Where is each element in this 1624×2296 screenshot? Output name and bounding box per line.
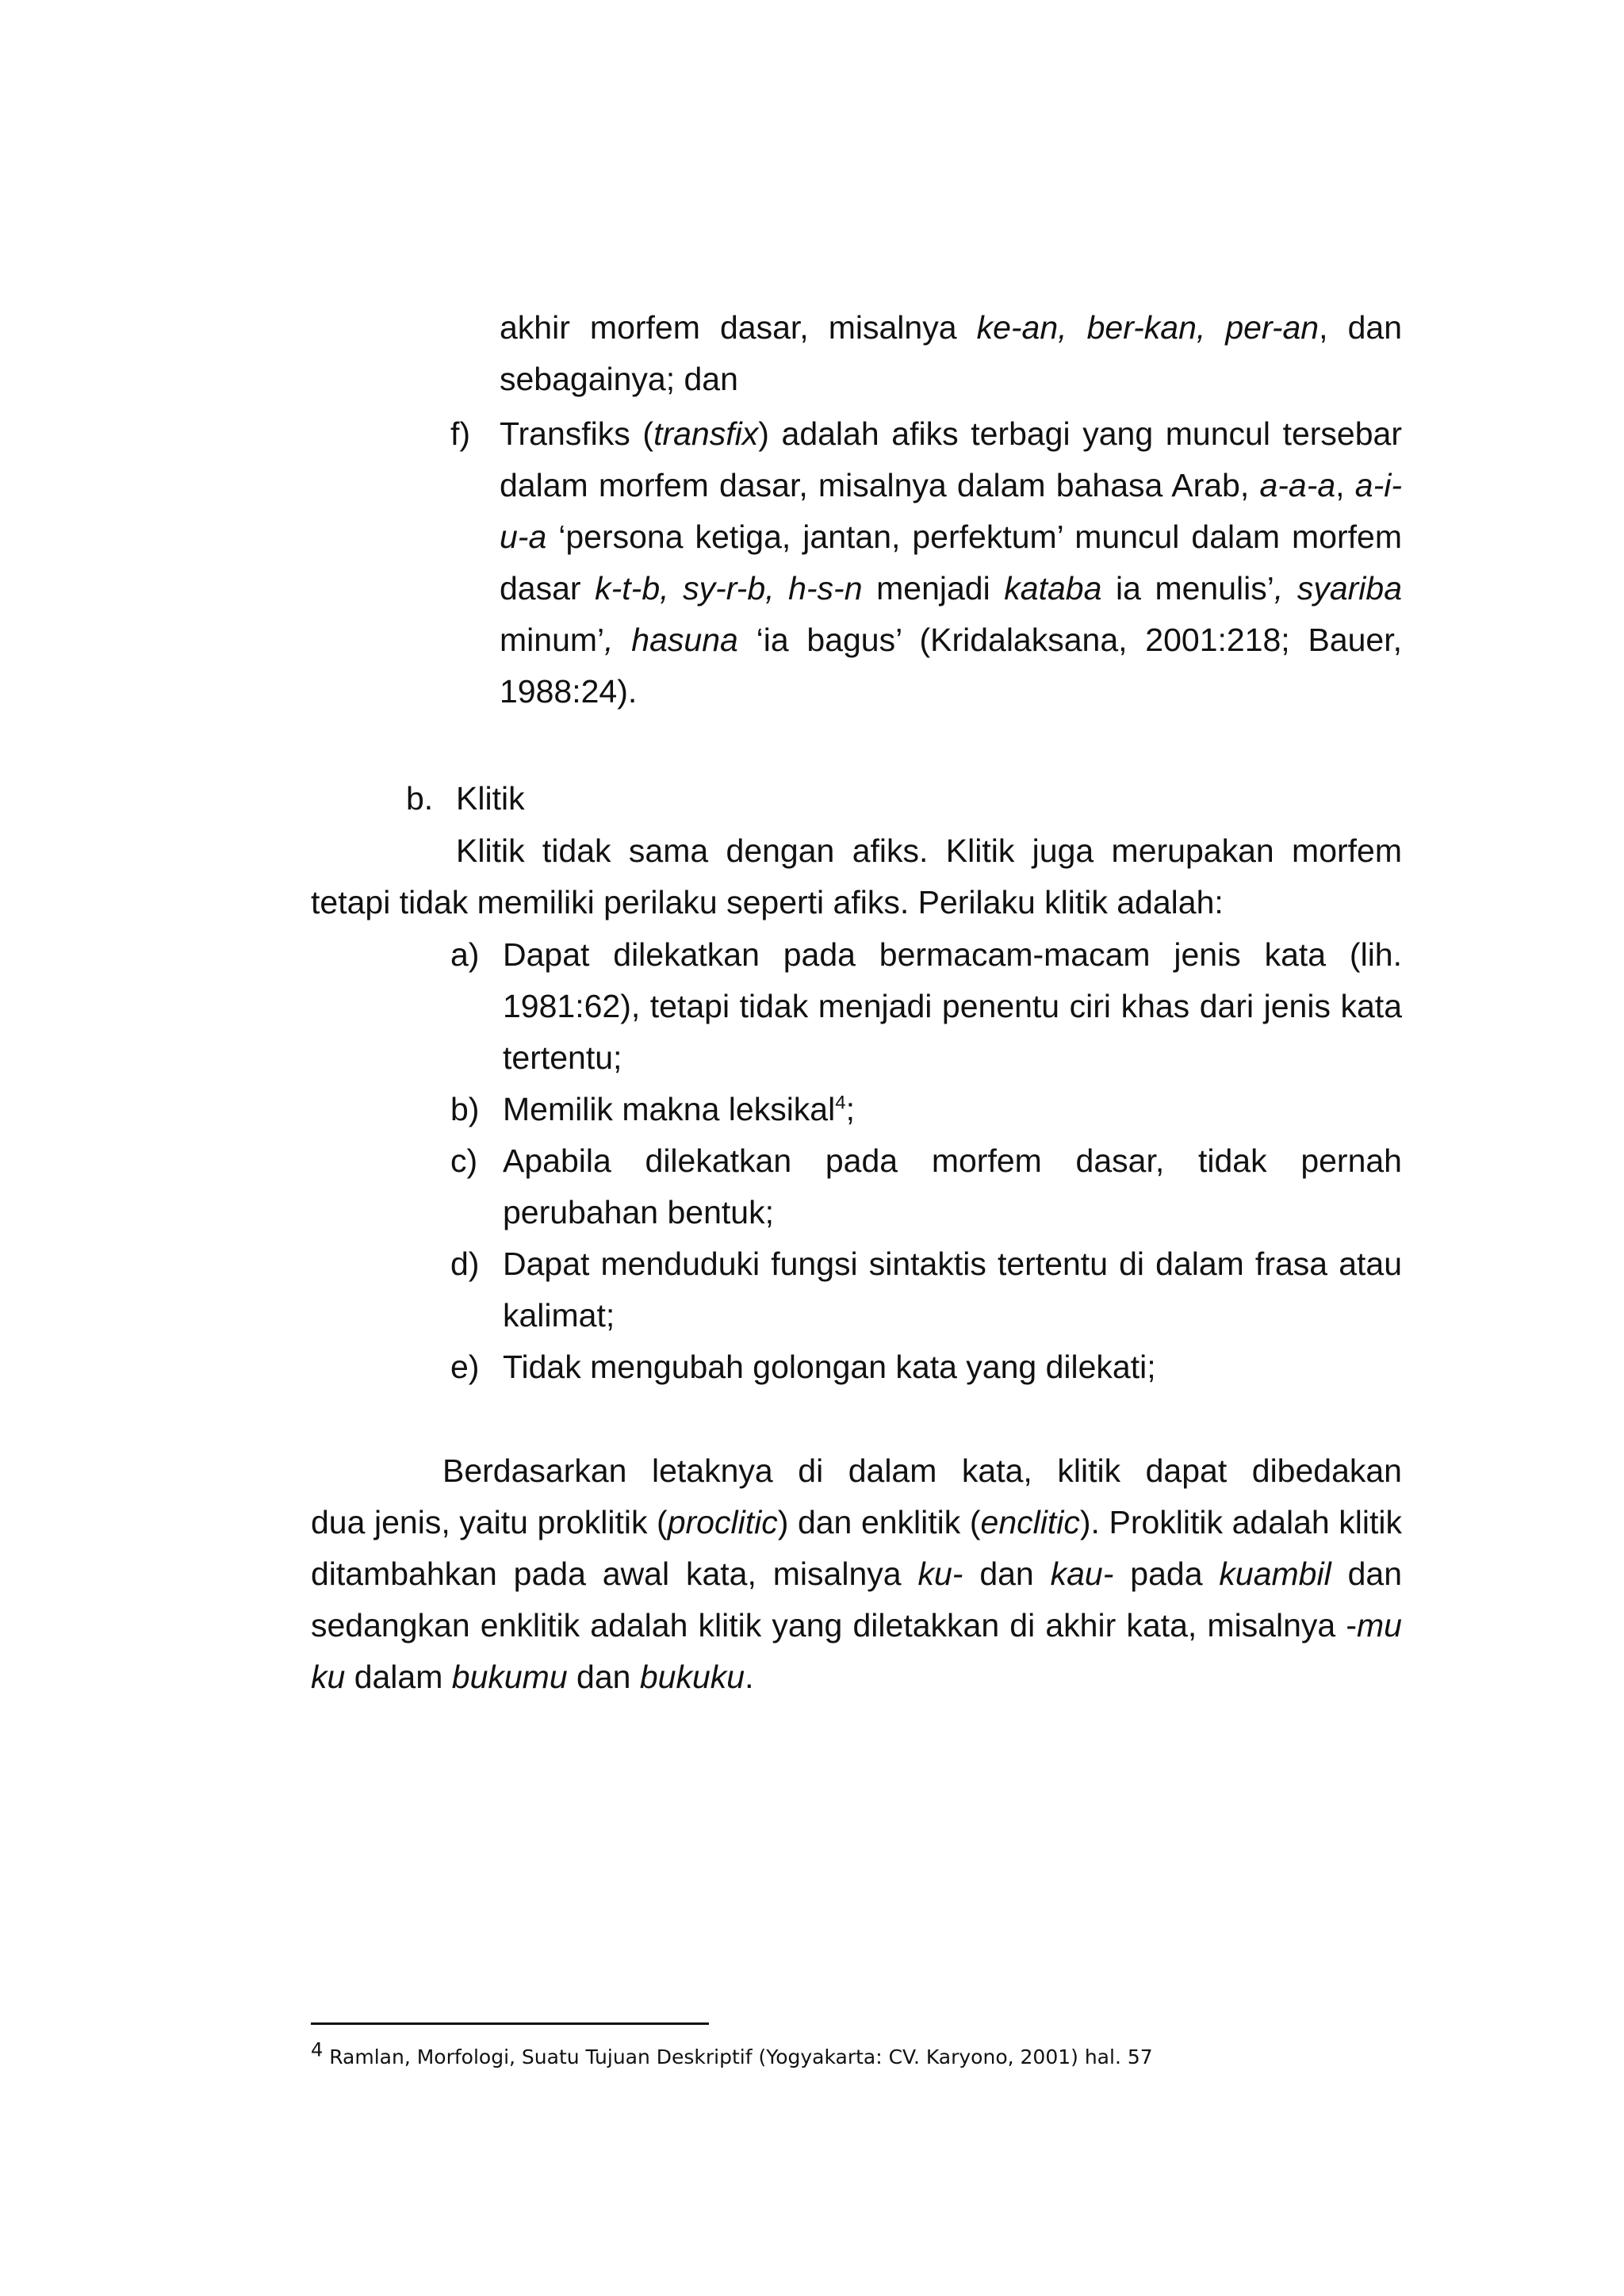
text-segment: ia menulis’ xyxy=(1101,570,1274,607)
italic-term: a-a-a xyxy=(1259,467,1336,503)
italic-term: proclitic xyxy=(667,1504,778,1540)
footnote-reference: 4 xyxy=(835,1092,846,1114)
text-segment: ). Proklitik adalah klitik xyxy=(1079,1504,1402,1540)
list-marker: b) xyxy=(450,1091,480,1127)
text-segment: Dapat menduduki fungsi sintaktis tertentu di dalam frasa atau xyxy=(503,1246,1402,1282)
body-line xyxy=(500,511,1402,562)
paragraph-line xyxy=(442,1445,1402,1496)
italic-term: a-i- xyxy=(1354,467,1402,503)
italic-term: k-t-b, sy-r-b, h-s-n xyxy=(595,570,863,607)
body-line xyxy=(456,825,1402,876)
list-marker: c) xyxy=(450,1142,478,1179)
text-segment: Transfiks ( xyxy=(500,415,654,452)
text-segment: Apabila dilekatkan pada morfem dasar, tidak pernah xyxy=(503,1142,1402,1179)
text-segment: . xyxy=(745,1659,754,1695)
footnote-number: 4 xyxy=(311,2038,324,2061)
text-segment: dan xyxy=(963,1556,1051,1592)
text-segment: akhir morfem dasar, misalnya xyxy=(500,309,977,346)
text-segment: dua jenis, yaitu proklitik ( xyxy=(311,1504,668,1540)
paragraph-line xyxy=(311,1600,1402,1651)
text-segment: pada xyxy=(1113,1556,1220,1592)
body-line xyxy=(500,302,1402,353)
body-line xyxy=(503,1135,1402,1186)
body-line xyxy=(503,1238,1402,1289)
body-line xyxy=(500,614,1402,665)
body-line xyxy=(311,877,1224,928)
footnote xyxy=(311,2038,1153,2072)
italic-term: bukuku xyxy=(639,1659,745,1695)
section-heading: Klitik xyxy=(456,780,525,817)
italic-term: enclitic xyxy=(980,1504,1080,1540)
text-segment: 1981:62), tetapi tidak menjadi penentu ciri khas dari jenis kata xyxy=(503,988,1402,1024)
text-segment: , xyxy=(1335,467,1355,503)
text-segment: perubahan bentuk; xyxy=(503,1194,774,1230)
body-line xyxy=(503,1084,855,1135)
section-marker: b. xyxy=(406,780,434,817)
body-line xyxy=(503,1187,774,1238)
paragraph-line xyxy=(311,1497,1402,1548)
body-line xyxy=(503,981,1402,1031)
text-segment: , dan xyxy=(1319,309,1402,346)
text-segment: Klitik tidak sama dengan afiks. Klitik juga merupakan morfem xyxy=(456,832,1402,869)
text-segment: ) dan enklitik ( xyxy=(777,1504,981,1540)
text-segment: dan xyxy=(567,1659,640,1695)
italic-term: kau- xyxy=(1050,1556,1114,1592)
body-line xyxy=(500,563,1402,614)
text-segment: dalam xyxy=(345,1659,452,1695)
paragraph-line xyxy=(311,1651,753,1702)
text-segment: Berdasarkan letaknya di dalam kata, klitik dapat dibedakan xyxy=(442,1452,1402,1489)
italic-term: u-a xyxy=(500,519,547,555)
text-segment: kalimat; xyxy=(503,1297,615,1334)
body-line xyxy=(503,929,1402,980)
list-marker: f) xyxy=(450,415,471,452)
text-segment: Tidak mengubah golongan kata yang dilekati; xyxy=(503,1349,1156,1385)
italic-term: mu xyxy=(1357,1607,1402,1644)
text-segment: ‘persona ketiga, jantan, perfektum’ muncul dalam morfem xyxy=(546,519,1402,555)
footnote-text: Ramlan, Morfologi, Suatu Tujuan Deskriptif (Yogyakarta: CV. Karyono, 2001) hal. 57 xyxy=(329,2045,1153,2068)
text-segment: dan xyxy=(1331,1556,1402,1592)
text-segment: minum’ xyxy=(500,622,605,658)
text-segment: menjadi xyxy=(862,570,1005,607)
text-segment: sedangkan enklitik adalah klitik yang diletakkan di akhir kata, misalnya - xyxy=(311,1607,1358,1644)
text-segment: ‘ia bagus’ (Kridalaksana, 2001:218; Bauer, xyxy=(737,622,1402,658)
body-line xyxy=(500,666,637,717)
text-segment: ) adalah afiks terbagi yang muncul tersebar xyxy=(758,415,1402,452)
body-line xyxy=(500,460,1402,511)
text-segment: Memilik makna leksikal xyxy=(503,1091,836,1127)
text-segment: dasar xyxy=(500,570,596,607)
italic-term: ku- xyxy=(917,1556,963,1592)
italic-term: kuambil xyxy=(1219,1556,1331,1592)
italic-term: ku xyxy=(311,1659,346,1695)
footnote-separator xyxy=(311,2022,709,2025)
body-line xyxy=(503,1290,615,1341)
body-line xyxy=(500,354,738,404)
list-marker: d) xyxy=(450,1246,480,1282)
text-segment: tetapi tidak memiliki perilaku seperti afiks. Perilaku klitik adalah: xyxy=(311,884,1224,920)
text-segment: 1988:24). xyxy=(500,673,638,710)
body-line xyxy=(503,1032,622,1083)
list-marker: a) xyxy=(450,936,480,973)
text-segment: sebagainya; dan xyxy=(500,361,738,397)
italic-term: kataba xyxy=(1004,570,1102,607)
italic-term: bukumu xyxy=(451,1659,568,1695)
text-segment: ditambahkan pada awal kata, misalnya xyxy=(311,1556,918,1592)
body-line xyxy=(503,1341,1156,1392)
italic-term: , syariba xyxy=(1274,570,1402,607)
italic-term: ke-an, ber-kan, per-an xyxy=(976,309,1320,346)
italic-term: transfix xyxy=(653,415,759,452)
list-marker: e) xyxy=(450,1349,480,1385)
text-segment: Dapat dilekatkan pada bermacam-macam jenis kata (lih. xyxy=(503,936,1402,973)
italic-term: , hasuna xyxy=(604,622,738,658)
paragraph-line xyxy=(311,1548,1402,1599)
text-segment: tertentu; xyxy=(503,1039,622,1076)
text-segment: ; xyxy=(845,1091,855,1127)
body-line xyxy=(500,408,1402,459)
text-segment: dalam morfem dasar, misalnya dalam bahasa Arab, xyxy=(500,467,1260,503)
